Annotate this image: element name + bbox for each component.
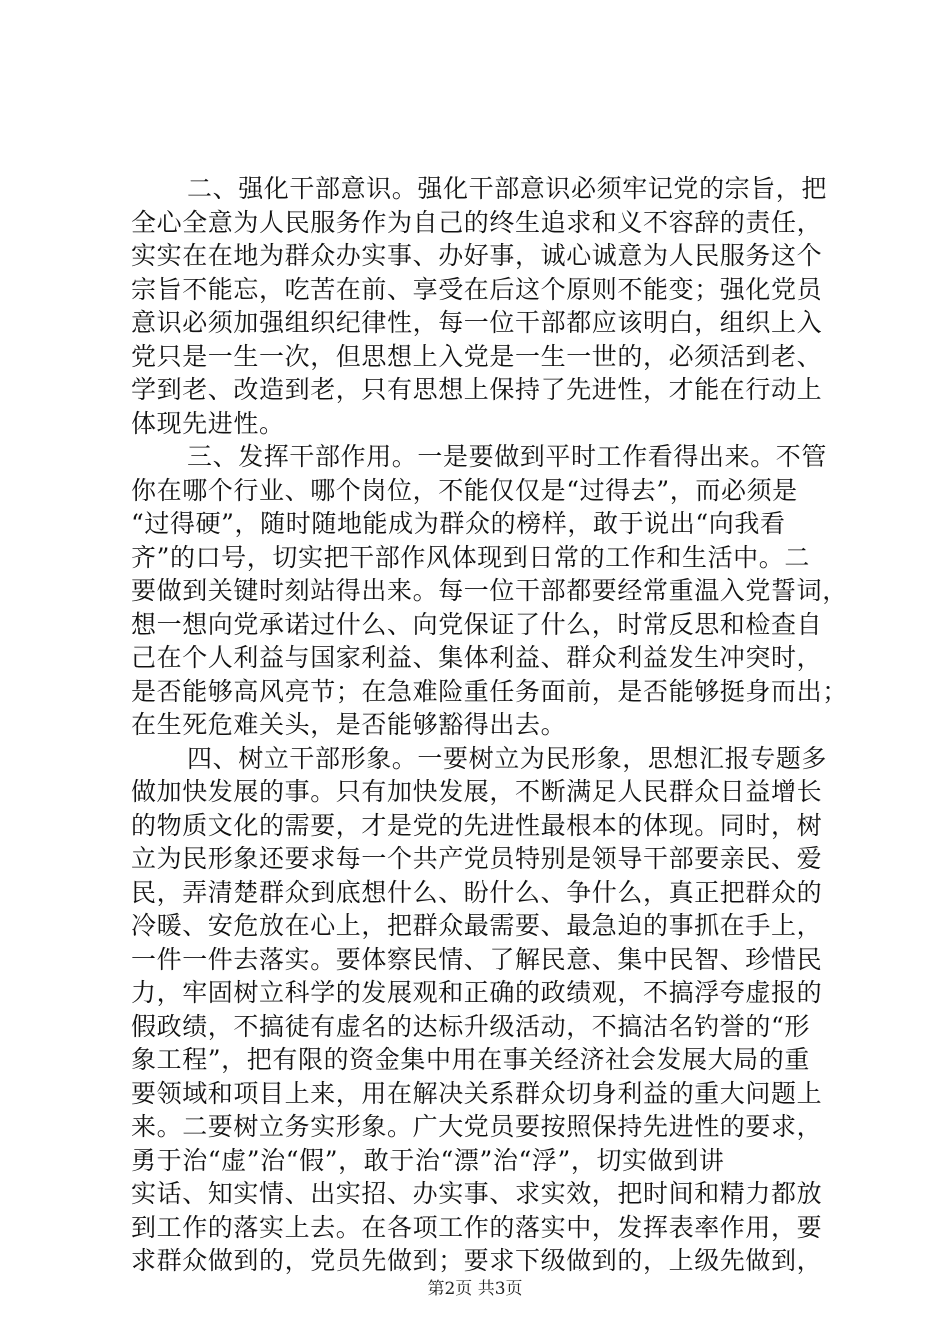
text-line: 想一想向党承诺过什么、向党保证了什么，时常反思和检查自 [131,609,823,639]
text-line: 立为民形象还要求每一个共产党员特别是领导干部要亲民、爱 [131,844,823,873]
text-line: 党只是一生一次，但思想上入党是一生一世的，必须活到老、 [131,341,823,371]
text-line: 全心全意为人民服务作为自己的终生追求和义不容辞的责任， [131,207,823,237]
text-line: 来。二要树立务实形象。广大党员要按照保持先进性的要求， [131,1112,823,1141]
text-line: 齐”的口号，切实把干部作风体现到日常的工作和生活中。二 [131,542,810,572]
paragraph-2 [131,172,828,440]
text-line: 二、强化干部意识。强化干部意识必须牢记党的宗旨，把 [187,174,828,203]
paragraph-4 [131,742,828,1278]
text-line: 民，弄清楚群众到底想什么、盼什么、争什么，真正把群众的 [131,877,823,907]
text-line: 己在个人利益与国家利益、集体利益、群众利益发生冲突时， [131,643,823,672]
text-line: 实实在在地为群众办实事、办好事，诚心诚意为人民服务这个 [131,241,823,270]
text-line: 求群众做到的，党员先做到；要求下级做到的，上级先做到， [131,1246,823,1275]
text-line: 四、树立干部形象。一要树立为民形象，思想汇报专题多 [187,743,828,773]
text-line: 力，牢固树立科学的发展观和正确的政绩观，不搞浮夸虚报的 [131,978,823,1007]
text-line: 是否能够高风亮节；在急难险重任务面前，是否能够挺身而出； [131,676,848,706]
page-footer [0,1278,950,1300]
text-line: 假政绩，不搞徒有虚名的达标升级活动，不搞沽名钓誉的“形 [131,1011,810,1041]
document-body [131,172,848,1278]
text-line: 三、发挥干部作用。一是要做到平时工作看得出来。不管 [187,442,828,471]
text-line: 要做到关键时刻站得出来。每一位干部都要经常重温入党誓词， [131,576,848,605]
text-line: 一件一件去落实。要体察民情、了解民意、集中民智、珍惜民 [131,944,823,974]
text-line: 的物质文化的需要，才是党的先进性最根本的体现。同时，树 [131,810,823,840]
text-line: 要领域和项目上来，用在解决关系群众切身利益的重大问题上 [131,1078,823,1108]
text-line: 宗旨不能忘，吃苦在前、享受在后这个原则不能变；强化党员 [131,274,823,304]
text-line: 象工程”，把有限的资金集中用在事关经济社会发展大局的重 [131,1045,810,1074]
text-line: 意识必须加强组织纪律性，每一位干部都应该明白，组织上入 [131,308,823,337]
text-line: 学到老、改造到老，只有思想上保持了先进性，才能在行动上 [131,375,823,404]
text-line: “过得硬”，随时随地能成为群众的榜样，敢于说出“向我看 [131,509,786,538]
text-line: 勇于治“虚”治“假”，敢于治“漂”治“浮”，切实做到讲 [131,1145,725,1175]
text-line: 到工作的落实上去。在各项工作的落实中，发挥表率作用，要 [131,1212,823,1242]
paragraph-3 [131,440,848,742]
text-line: 你在哪个行业、哪个岗位，不能仅仅是“过得去”，而必须是 [131,475,798,505]
text-line: 实话、知实情、出实招、办实事、求实效，把时间和精力都放 [131,1179,823,1208]
page-number: 第2页 共3页 [427,1279,523,1299]
text-line: 冷暖、安危放在心上，把群众最需要、最急迫的事抓在手上， [131,911,823,940]
text-line: 体现先进性。 [131,408,285,438]
text-line: 在生死危难关头，是否能够豁得出去。 [131,710,567,739]
text-line: 做加快发展的事。只有加快发展，不断满足人民群众日益增长 [131,777,823,806]
